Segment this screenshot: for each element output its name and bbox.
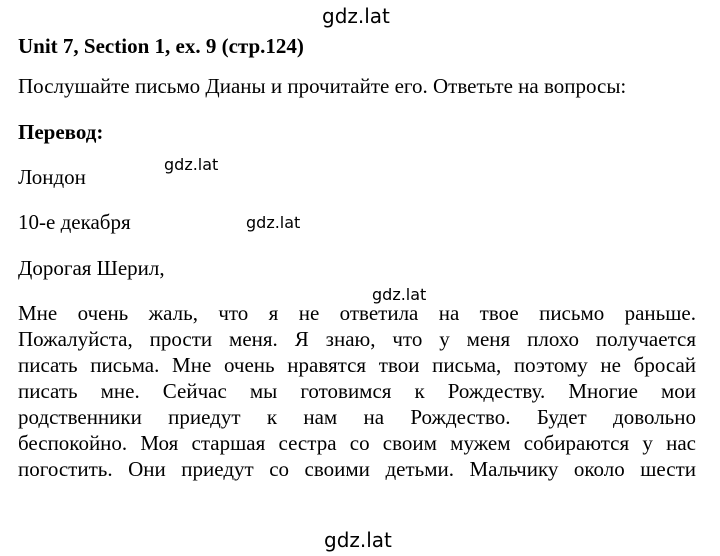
letter-body-line: беспокойно. Моя старшая сестра со своим мужем собираются у нас — [18, 431, 696, 455]
translation-label: Перевод: — [18, 120, 104, 144]
letter-body-line: погостить. Они приедут со своими детьми. Мальчику около шести — [18, 457, 696, 481]
watermark-3: gdz.lat — [372, 285, 427, 304]
watermark-2: gdz.lat — [246, 213, 301, 232]
letter-body-line: Мне очень жаль, что я не ответила на твое письмо раньше. — [18, 301, 696, 325]
letter-body-line: Пожалуйста, прости меня. Я знаю, что у меня плохо получается — [18, 327, 696, 351]
letter-body-line: родственники приедут к нам на Рождество. Будет довольно — [18, 405, 696, 429]
watermark-top: gdz.lat — [322, 4, 390, 28]
letter-body-line: писать мне. Сейчас мы готовимся к Рождеству. Многие мои — [18, 379, 696, 403]
watermark-1: gdz.lat — [164, 155, 219, 174]
instruction-text: Послушайте письмо Дианы и прочитайте его. Ответьте на вопросы: — [18, 74, 627, 98]
letter-greeting: Дорогая Шерил, — [18, 256, 165, 280]
letter-body-line: писать письма. Мне очень нравятся твои письма, поэтому не бросай — [18, 353, 696, 377]
exercise-heading: Unit 7, Section 1, ex. 9 (стр.124) — [18, 34, 304, 58]
letter-city: Лондон — [18, 165, 86, 189]
letter-date: 10-е декабря — [18, 210, 131, 234]
watermark-bottom: gdz.lat — [324, 528, 392, 552]
